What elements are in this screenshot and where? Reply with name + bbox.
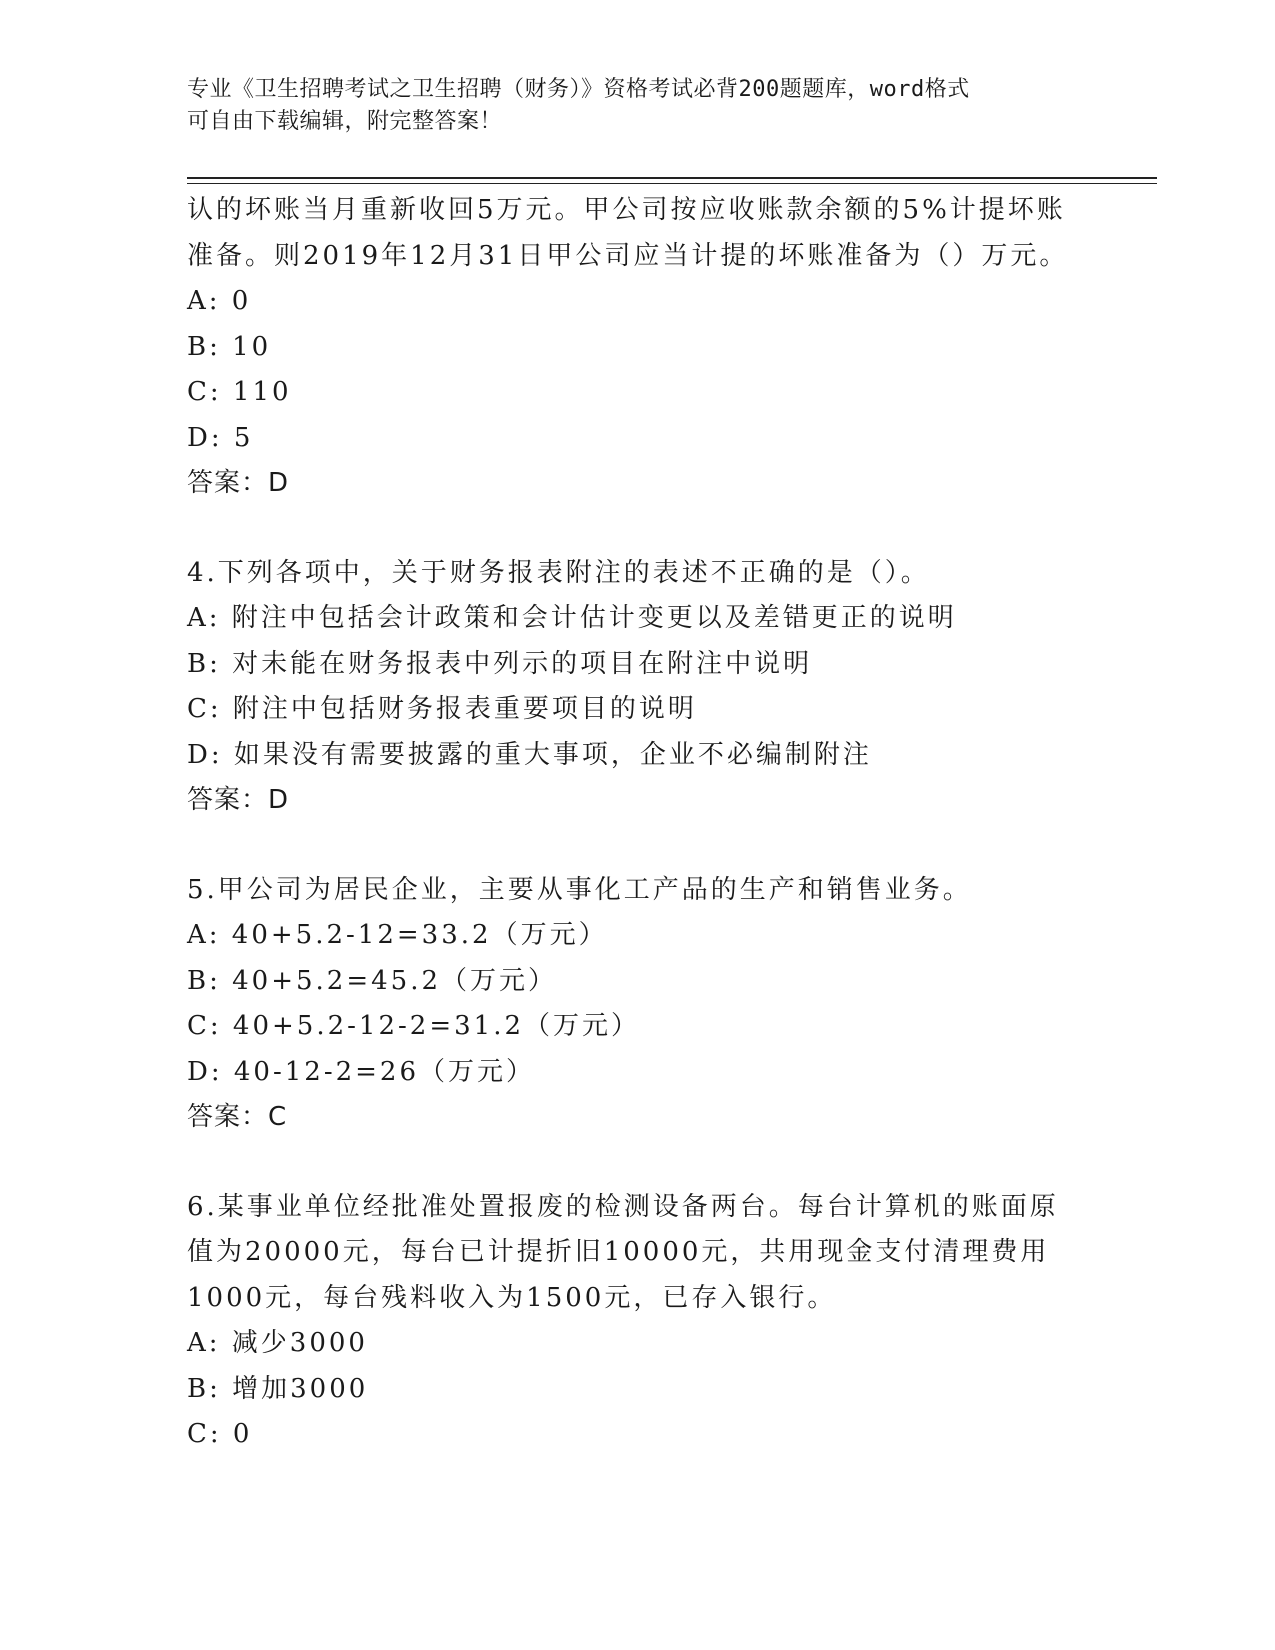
option-c: C: 110 — [187, 377, 292, 407]
header-line-2: 可自由下载编辑，附完整答案！ — [187, 109, 503, 134]
option-d: D: 40-12-2=26（万元） — [187, 1056, 536, 1087]
question-6 — [187, 1185, 1087, 1458]
option-a: A: 附注中包括会计政策和会计估计变更以及差错更正的说明 — [187, 603, 957, 633]
option-b: B: 增加3000 — [187, 1373, 369, 1404]
option-b: B: 对未能在财务报表中列示的项目在附注中说明 — [187, 648, 813, 679]
option-a: A: 40+5.2-12=33.2（万元） — [187, 920, 608, 950]
question-text-line: 认的坏账当月重新收回5万元。甲公司按应收账款余额的5%计提坏账 — [187, 195, 1066, 225]
header-divider-thin — [187, 183, 1157, 184]
option-d: D: 如果没有需要披露的重大事项，企业不必编制附注 — [187, 739, 872, 770]
document-header — [187, 74, 1087, 138]
answer-label: 答案：D — [187, 785, 290, 815]
question-spacer — [187, 1141, 1087, 1185]
header-line-1: 专业《卫生招聘考试之卫生招聘（财务）》资格考试必背200题题库，word格式 — [187, 77, 970, 102]
option-b: B: 10 — [187, 331, 272, 362]
option-a: A: 0 — [187, 286, 252, 316]
question-3 — [187, 188, 1087, 507]
option-c: C: 附注中包括财务报表重要项目的说明 — [187, 694, 697, 724]
question-text-line: 值为20000元，每台已计提折旧10000元，共用现金支付清理费用 — [187, 1237, 1050, 1267]
question-list — [187, 188, 1087, 1458]
question-5 — [187, 868, 1087, 1141]
option-b: B: 40+5.2=45.2（万元） — [187, 965, 558, 996]
question-spacer — [187, 507, 1087, 551]
question-text-line: 6.某事业单位经批准处置报废的检测设备两台。每台计算机的账面原 — [187, 1191, 1059, 1222]
question-spacer — [187, 824, 1087, 868]
header-divider-thick — [187, 177, 1157, 179]
option-c: C: 40+5.2-12-2=31.2（万元） — [187, 1011, 641, 1041]
option-c: C: 0 — [187, 1419, 253, 1449]
question-4 — [187, 551, 1087, 824]
option-d: D: 5 — [187, 422, 254, 453]
option-a: A: 减少3000 — [187, 1328, 368, 1358]
answer-label: 答案：C — [187, 1102, 288, 1132]
question-text-line: 准备。则2019年12月31日甲公司应当计提的坏账准备为（）万元。 — [187, 240, 1069, 271]
answer-label: 答案：D — [187, 468, 290, 498]
question-text-line: 1000元，每台残料收入为1500元，已存入银行。 — [187, 1282, 837, 1313]
question-text-line: 4.下列各项中，关于财务报表附注的表述不正确的是（）。 — [187, 557, 930, 588]
question-text-line: 5.甲公司为居民企业，主要从事化工产品的生产和销售业务。 — [187, 874, 972, 905]
